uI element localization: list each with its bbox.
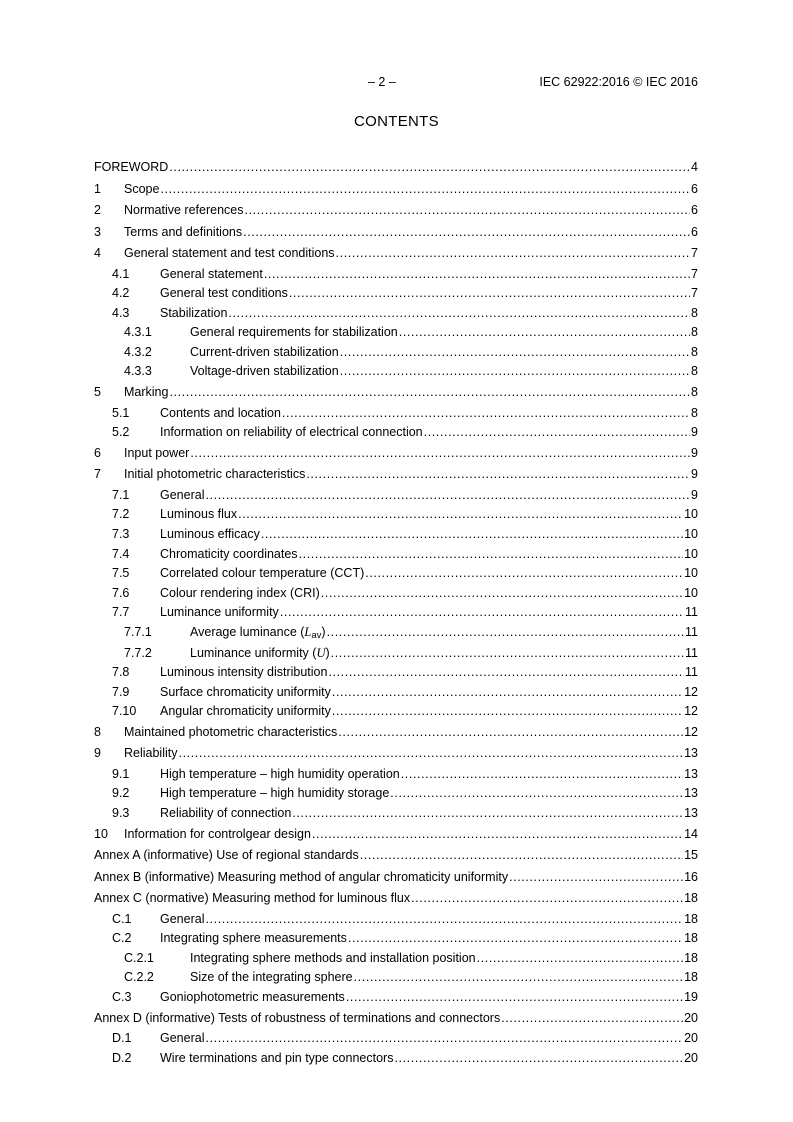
dot-leader bbox=[289, 284, 690, 304]
toc-entry[interactable] bbox=[94, 804, 698, 824]
dot-leader bbox=[160, 179, 690, 201]
dot-leader bbox=[346, 988, 683, 1008]
toc-entry-title-text: Annex C (normative) Measuring method for luminous flux bbox=[94, 891, 411, 906]
toc-entry-title bbox=[124, 443, 189, 465]
toc-entry-number: 9 bbox=[94, 746, 101, 761]
toc-entry-page: 9 bbox=[691, 487, 698, 502]
toc-entry-title-text: General bbox=[160, 487, 205, 502]
toc-entry-title bbox=[124, 222, 242, 244]
toc-entry-number: 2 bbox=[94, 203, 101, 217]
toc-entry-page: 13 bbox=[684, 766, 698, 781]
toc-entry[interactable] bbox=[94, 486, 698, 506]
toc-entry[interactable] bbox=[94, 1008, 698, 1030]
toc-entry-page: 14 bbox=[684, 826, 698, 841]
toc-entry-number: 4 bbox=[94, 246, 101, 260]
toc-entry-number: 7.5 bbox=[112, 566, 130, 581]
dot-leader bbox=[424, 423, 690, 443]
toc-entry[interactable] bbox=[94, 743, 698, 765]
toc-entry-title bbox=[190, 644, 330, 664]
toc-entry-page: 7 bbox=[691, 286, 698, 301]
toc-entry[interactable] bbox=[94, 845, 698, 867]
dot-leader bbox=[245, 200, 691, 222]
toc-entry[interactable] bbox=[94, 644, 698, 664]
toc-entry-title bbox=[160, 564, 364, 584]
dot-leader bbox=[292, 804, 683, 824]
toc-entry-title-text: Luminous flux bbox=[160, 507, 238, 522]
toc-entry[interactable] bbox=[94, 343, 698, 363]
dot-leader bbox=[327, 623, 684, 643]
toc-entry-title bbox=[160, 910, 204, 930]
toc-entry-title-text: General statement and test conditions bbox=[124, 246, 335, 260]
toc-entry-title bbox=[160, 1049, 393, 1069]
toc-entry-title-text: Reliability bbox=[124, 746, 178, 761]
dot-leader bbox=[243, 222, 690, 244]
toc-entry-title bbox=[124, 824, 311, 846]
toc-entry-title-text: Luminous intensity distribution bbox=[160, 665, 328, 680]
dot-leader bbox=[509, 867, 683, 889]
toc-entry-title bbox=[160, 584, 320, 604]
toc-entry-number: 8 bbox=[94, 724, 101, 739]
toc-entry-title-text: General bbox=[160, 911, 205, 926]
toc-entry[interactable] bbox=[94, 929, 698, 949]
toc-entry-title-end: ) bbox=[325, 645, 330, 660]
toc-entry-title-text: Integrating sphere methods and installation position bbox=[190, 950, 476, 965]
toc-entry-page: 13 bbox=[684, 786, 698, 801]
toc-entry-page: 10 bbox=[684, 507, 698, 522]
toc-entry[interactable] bbox=[94, 157, 698, 179]
toc-entry[interactable] bbox=[94, 702, 698, 722]
toc-entry-number: D.2 bbox=[112, 1050, 132, 1065]
toc-entry[interactable] bbox=[94, 423, 698, 443]
toc-entry-title-text: FOREWORD bbox=[94, 160, 169, 174]
toc-entry-title-end: ) bbox=[321, 624, 326, 639]
toc-entry-title-text: Stabilization bbox=[160, 305, 228, 320]
page-number: – 2 – bbox=[368, 75, 396, 89]
page-header bbox=[0, 75, 793, 93]
dot-leader bbox=[340, 362, 690, 382]
toc-entry-number: 4.2 bbox=[112, 286, 130, 301]
toc-entry-page: 11 bbox=[685, 645, 698, 660]
toc-entry[interactable] bbox=[94, 443, 698, 465]
toc-entry-page: 18 bbox=[684, 931, 698, 946]
dot-leader bbox=[205, 1029, 683, 1049]
toc-entry-title bbox=[124, 179, 159, 201]
dot-leader bbox=[332, 683, 683, 703]
toc-entry-page: 19 bbox=[684, 990, 698, 1005]
toc-entry-title-text: Average luminance ( bbox=[190, 624, 305, 639]
toc-entry-title-text: Reliability of connection bbox=[160, 806, 292, 821]
toc-entry[interactable] bbox=[94, 545, 698, 565]
toc-entry-number: C.2.2 bbox=[124, 970, 154, 985]
toc-entry-number: 3 bbox=[94, 224, 101, 239]
dot-leader bbox=[261, 525, 683, 545]
toc-entry-number: 4.3.3 bbox=[124, 364, 152, 379]
toc-entry-title bbox=[190, 949, 476, 969]
toc-entry-title bbox=[94, 1008, 500, 1030]
toc-entry-title-text: Maintained photometric characteristics bbox=[124, 724, 338, 739]
toc-entry-title bbox=[160, 988, 345, 1008]
toc-entry[interactable] bbox=[94, 867, 698, 889]
toc-entry-number: 7.7.2 bbox=[124, 645, 152, 660]
toc-entry[interactable] bbox=[94, 949, 698, 969]
toc-entry-page: 20 bbox=[684, 1010, 698, 1025]
dot-leader bbox=[394, 1049, 683, 1069]
toc-entry-title bbox=[124, 382, 168, 404]
toc-entry-page: 9 bbox=[691, 467, 698, 482]
toc-entry-title-text: Initial photometric characteristics bbox=[124, 467, 306, 482]
toc-entry-page: 8 bbox=[691, 325, 698, 340]
toc-entry[interactable] bbox=[94, 323, 698, 343]
document-reference: IEC 62922:2016 © IEC 2016 bbox=[539, 75, 698, 89]
toc-entry-title-text: Annex B (informative) Measuring method of angular chromaticity uniformity bbox=[94, 869, 509, 884]
toc-entry-number: 7.6 bbox=[112, 585, 130, 600]
toc-entry[interactable] bbox=[94, 362, 698, 382]
toc-entry-title bbox=[160, 804, 291, 824]
dot-leader bbox=[205, 910, 683, 930]
toc-entry-page: 4 bbox=[691, 160, 698, 174]
toc-entry-number: 7.2 bbox=[112, 507, 130, 522]
toc-entry-page: 7 bbox=[691, 266, 698, 281]
toc-entry[interactable] bbox=[94, 722, 698, 744]
toc-entry-title bbox=[190, 362, 339, 382]
toc-entry-page: 6 bbox=[691, 224, 698, 239]
toc-entry-number: C.1 bbox=[112, 911, 132, 926]
toc-entry[interactable] bbox=[94, 663, 698, 683]
toc-entry[interactable] bbox=[94, 623, 698, 644]
toc-entry-number: 4.1 bbox=[112, 266, 130, 281]
toc-entry-title-text: Contents and location bbox=[160, 405, 281, 420]
toc-entry-title bbox=[124, 722, 337, 744]
toc-entry-page: 13 bbox=[684, 806, 698, 821]
dot-leader bbox=[348, 929, 683, 949]
toc-entry-title bbox=[94, 867, 508, 889]
toc-entry[interactable] bbox=[94, 284, 698, 304]
toc-entry-title-text: Correlated colour temperature (CCT) bbox=[160, 566, 365, 581]
toc-entry-title bbox=[160, 603, 279, 623]
toc-entry-title bbox=[190, 323, 398, 343]
toc-entry-page: 8 bbox=[691, 385, 698, 400]
toc-entry-title-text: Luminous efficacy bbox=[160, 526, 260, 541]
toc-entry[interactable] bbox=[94, 584, 698, 604]
toc-entry-number: C.2.1 bbox=[124, 950, 154, 965]
toc-entry[interactable] bbox=[94, 243, 698, 265]
toc-entry-number: 4.3.2 bbox=[124, 344, 152, 359]
toc-entry-title-text: Goniophotometric measurements bbox=[160, 990, 345, 1005]
toc-entry-title bbox=[160, 702, 331, 722]
toc-entry-title-text: Colour rendering index (CRI) bbox=[160, 585, 320, 600]
toc-entry-title-text: High temperature – high humidity storage bbox=[160, 786, 390, 801]
dot-leader bbox=[332, 702, 683, 722]
toc-entry-title bbox=[94, 845, 359, 867]
toc-entry[interactable] bbox=[94, 1049, 698, 1069]
toc-entry-page: 18 bbox=[684, 970, 698, 985]
toc-entry-number: 7.4 bbox=[112, 546, 130, 561]
toc-entry-number: 5.1 bbox=[112, 405, 130, 420]
toc-entry-title bbox=[124, 464, 305, 486]
toc-entry-page: 20 bbox=[684, 1050, 698, 1065]
toc-entry[interactable] bbox=[94, 968, 698, 988]
toc-entry-number: 7.7 bbox=[112, 605, 130, 620]
toc-entry-page: 6 bbox=[691, 181, 698, 196]
dot-leader bbox=[190, 443, 690, 465]
toc-entry-number: 6 bbox=[94, 445, 101, 460]
toc-entry-page: 10 bbox=[684, 585, 698, 600]
toc-entry-number: 7.1 bbox=[112, 487, 130, 502]
toc-entry-page: 18 bbox=[684, 891, 698, 906]
toc-entry-number: 7.8 bbox=[112, 665, 130, 680]
toc-entry-title bbox=[190, 343, 339, 363]
toc-entry[interactable] bbox=[94, 265, 698, 285]
toc-entry[interactable] bbox=[94, 464, 698, 486]
toc-entry-number: 7.9 bbox=[112, 684, 130, 699]
dot-leader bbox=[411, 888, 683, 910]
dot-leader bbox=[264, 265, 690, 285]
toc-entry-page: 11 bbox=[685, 624, 698, 639]
toc-entry-page: 8 bbox=[691, 344, 698, 359]
toc-entry-title bbox=[160, 929, 347, 949]
toc-entry[interactable] bbox=[94, 988, 698, 1008]
toc-entry-title bbox=[160, 765, 400, 785]
toc-entry[interactable] bbox=[94, 179, 698, 201]
toc-entry-page: 8 bbox=[691, 405, 698, 420]
toc-entry-title-text: Normative references bbox=[124, 203, 244, 217]
toc-entry-page: 10 bbox=[684, 566, 698, 581]
toc-entry-number: 4.3 bbox=[112, 305, 130, 320]
toc-entry-title bbox=[160, 304, 227, 324]
dot-leader bbox=[306, 464, 690, 486]
dot-leader bbox=[354, 968, 683, 988]
toc-entry-title bbox=[160, 265, 263, 285]
toc-entry-page: 8 bbox=[691, 305, 698, 320]
toc-entry-title bbox=[124, 200, 244, 222]
toc-entry[interactable] bbox=[94, 1029, 698, 1049]
dot-leader bbox=[331, 644, 684, 664]
toc-entry-number: D.1 bbox=[112, 1031, 132, 1046]
toc-entry-page: 11 bbox=[685, 665, 698, 680]
toc-entry-title-text: Information on reliability of electrical connection bbox=[160, 425, 423, 440]
dot-leader bbox=[338, 722, 683, 744]
toc-entry-title-text: Input power bbox=[124, 445, 190, 460]
dot-leader bbox=[280, 603, 684, 623]
dot-leader bbox=[321, 584, 683, 604]
toc-entry-page: 12 bbox=[684, 684, 698, 699]
math-symbol: L bbox=[304, 624, 312, 639]
toc-entry[interactable] bbox=[94, 404, 698, 424]
toc-entry-title-text: Annex A (informative) Use of regional standards bbox=[94, 848, 359, 863]
toc-entry-title-text: Angular chromaticity uniformity bbox=[160, 704, 331, 719]
toc-entry[interactable] bbox=[94, 525, 698, 545]
math-symbol: U bbox=[316, 645, 326, 660]
dot-leader bbox=[399, 323, 690, 343]
toc-entry-title-text: General test conditions bbox=[160, 286, 288, 301]
toc-entry-page: 12 bbox=[684, 704, 698, 719]
toc-entry-number: 4.3.1 bbox=[124, 325, 152, 340]
toc-entry-title bbox=[190, 968, 353, 988]
toc-entry[interactable] bbox=[94, 564, 698, 584]
toc-entry-number: 7.3 bbox=[112, 526, 130, 541]
toc-entry[interactable] bbox=[94, 304, 698, 324]
toc-entry-number: 7 bbox=[94, 467, 101, 482]
math-subscript: av bbox=[311, 629, 322, 641]
toc-entry-page: 6 bbox=[691, 203, 698, 217]
dot-leader bbox=[390, 784, 683, 804]
toc-entry-title-text: Luminance uniformity bbox=[160, 605, 279, 620]
contents-heading: CONTENTS bbox=[354, 113, 439, 130]
toc-entry[interactable] bbox=[94, 382, 698, 404]
dot-leader bbox=[477, 949, 683, 969]
toc-entry-page: 8 bbox=[691, 364, 698, 379]
toc-entry-title-text: Annex D (informative) Tests of robustness of terminations and connectors bbox=[94, 1010, 501, 1025]
toc-entry[interactable] bbox=[94, 784, 698, 804]
toc-entry-page: 15 bbox=[684, 848, 698, 863]
toc-entry-page: 13 bbox=[684, 746, 698, 761]
dot-leader bbox=[365, 564, 683, 584]
toc-entry-title bbox=[160, 663, 327, 683]
toc-entry-number: C.3 bbox=[112, 990, 132, 1005]
toc-entry-title bbox=[160, 683, 331, 703]
toc-entry-title-text: Marking bbox=[124, 385, 169, 400]
toc-entry-number: 7.7.1 bbox=[124, 624, 152, 639]
toc-entry-number: 10 bbox=[94, 826, 108, 841]
toc-entry-title-text: General statement bbox=[160, 266, 263, 281]
toc-entry-title-text: Scope bbox=[124, 181, 160, 196]
toc-entry-title-text: Information for controlgear design bbox=[124, 826, 311, 841]
toc-entry[interactable] bbox=[94, 222, 698, 244]
toc-entry-page: 20 bbox=[684, 1031, 698, 1046]
toc-entry-title-text: Chromaticity coordinates bbox=[160, 546, 298, 561]
toc-entry-page: 9 bbox=[691, 445, 698, 460]
toc-entry[interactable] bbox=[94, 505, 698, 525]
toc-entry[interactable] bbox=[94, 200, 698, 222]
dot-leader bbox=[312, 824, 683, 846]
toc-entry-page: 10 bbox=[684, 546, 698, 561]
toc-entry-page: 7 bbox=[691, 246, 698, 260]
toc-entry-title-text: Surface chromaticity uniformity bbox=[160, 684, 331, 699]
toc-entry[interactable] bbox=[94, 765, 698, 785]
dot-leader bbox=[179, 743, 684, 765]
toc-entry-title-text: Wire terminations and pin type connectors bbox=[160, 1050, 394, 1065]
toc-entry[interactable] bbox=[94, 824, 698, 846]
toc-entry-number: C.2 bbox=[112, 931, 132, 946]
toc-entry-title-text: Voltage-driven stabilization bbox=[190, 364, 339, 379]
toc-entry-page: 9 bbox=[691, 425, 698, 440]
toc-entry-page: 16 bbox=[684, 869, 698, 884]
toc-entry[interactable] bbox=[94, 910, 698, 930]
toc-entry-title-text: Luminance uniformity ( bbox=[190, 645, 317, 660]
toc-entry-title bbox=[94, 157, 168, 179]
toc-entry-number: 9.2 bbox=[112, 786, 130, 801]
toc-entry[interactable] bbox=[94, 603, 698, 623]
toc-entry-title-text: General bbox=[160, 1031, 205, 1046]
toc-entry-title bbox=[190, 623, 326, 644]
toc-entry[interactable] bbox=[94, 888, 698, 910]
dot-leader bbox=[336, 243, 691, 265]
toc-entry-page: 18 bbox=[684, 911, 698, 926]
toc-entry-title bbox=[160, 404, 281, 424]
dot-leader bbox=[169, 382, 690, 404]
toc-entry-title bbox=[160, 784, 389, 804]
dot-leader bbox=[238, 505, 683, 525]
dot-leader bbox=[328, 663, 684, 683]
dot-leader bbox=[360, 845, 683, 867]
toc-entry-title bbox=[160, 284, 288, 304]
toc-entry-title-text: Integrating sphere measurements bbox=[160, 931, 347, 946]
dot-leader bbox=[299, 545, 684, 565]
toc-entry-title-text: Current-driven stabilization bbox=[190, 344, 339, 359]
table-of-contents bbox=[94, 157, 698, 1068]
toc-entry-title bbox=[160, 505, 237, 525]
toc-entry-number: 9.3 bbox=[112, 806, 130, 821]
dot-leader bbox=[205, 486, 690, 506]
toc-entry-title bbox=[160, 1029, 204, 1049]
toc-entry-title bbox=[124, 243, 335, 265]
toc-entry-number: 9.1 bbox=[112, 766, 130, 781]
toc-entry[interactable] bbox=[94, 683, 698, 703]
toc-entry-title bbox=[160, 423, 423, 443]
dot-leader bbox=[501, 1008, 683, 1030]
toc-entry-number: 5 bbox=[94, 385, 101, 400]
toc-entry-title bbox=[124, 743, 178, 765]
dot-leader bbox=[401, 765, 683, 785]
toc-entry-number: 1 bbox=[94, 181, 101, 196]
dot-leader bbox=[228, 304, 690, 324]
toc-entry-title-text: Terms and definitions bbox=[124, 224, 243, 239]
toc-entry-page: 18 bbox=[684, 950, 698, 965]
toc-entry-title bbox=[160, 545, 298, 565]
dot-leader bbox=[169, 157, 690, 179]
toc-entry-title-text: High temperature – high humidity operation bbox=[160, 766, 400, 781]
toc-entry-page: 11 bbox=[685, 605, 698, 620]
toc-entry-number: 5.2 bbox=[112, 425, 130, 440]
toc-entry-page: 12 bbox=[684, 724, 698, 739]
toc-entry-title bbox=[94, 888, 410, 910]
toc-entry-title-text: General requirements for stabilization bbox=[190, 325, 398, 340]
toc-entry-title bbox=[160, 486, 204, 506]
dot-leader bbox=[340, 343, 690, 363]
dot-leader bbox=[282, 404, 690, 424]
toc-entry-title bbox=[160, 525, 260, 545]
toc-entry-number: 7.10 bbox=[112, 704, 137, 719]
toc-entry-title-text: Size of the integrating sphere bbox=[190, 970, 353, 985]
toc-entry-page: 10 bbox=[684, 526, 698, 541]
